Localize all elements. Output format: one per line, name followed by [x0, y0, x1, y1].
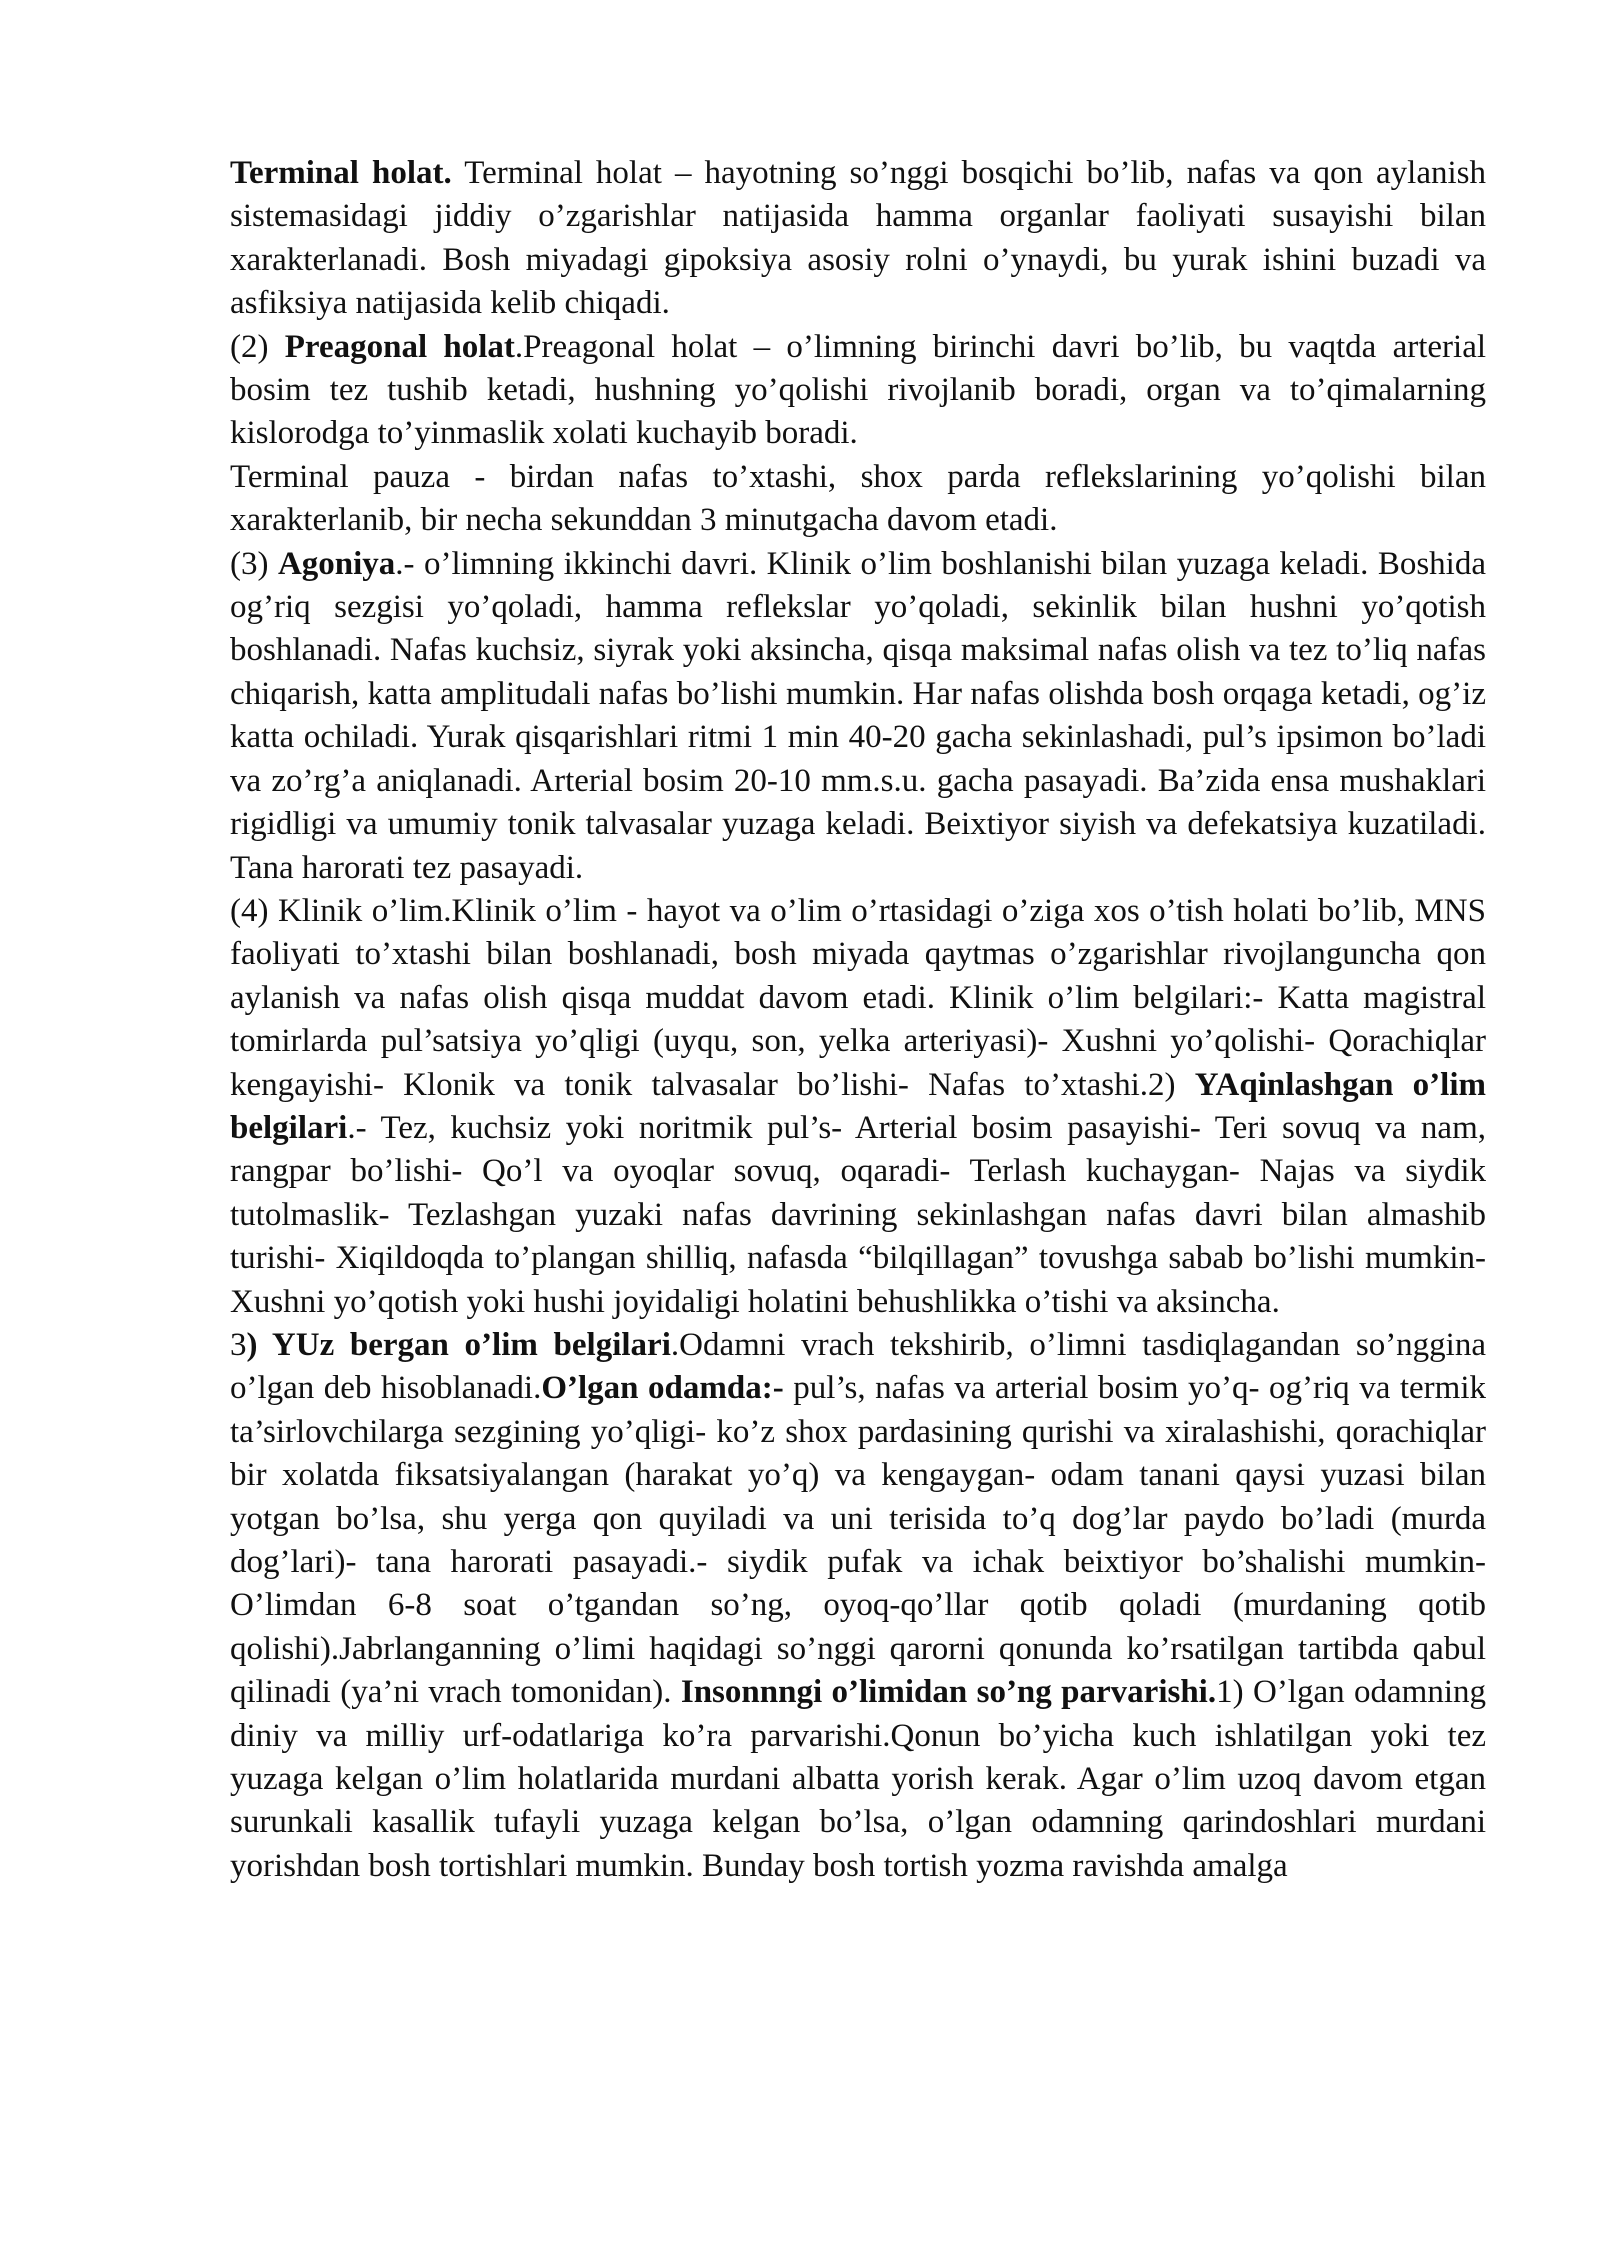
heading-agony: Agoniya [277, 545, 396, 582]
paragraph-preagonal-state [230, 326, 1486, 456]
heading-postmortem-care: Insonnngi o’limidan so’ng parvarishi. [680, 1674, 1217, 1711]
paragraph-death-signs [230, 1324, 1486, 1888]
paragraph-terminal-pause [230, 456, 1486, 543]
heading-terminal-state: Terminal holat. [230, 155, 452, 191]
paragraph-text: 1) O’lgan odamning diniy va milliy urf-odatlariga ko’ra parvarishi.Qonun bo’yicha kuch ishlatilgan yoki tez yuzaga kelgan o’lim holatlarida murdani albatta yorish kerak. Agar o’lim uzoq davom etgan surunkali kasallik tufayli yuzaga kelgan bo’lsa, o’lgan odamning qarindoshlari murdani yorishdan bosh tortishlari mumkin. Bunday bosh tortish yozma ravishda amalga [230, 1674, 1486, 1884]
paragraph-agony [230, 543, 1486, 890]
item-number: 3 [230, 1326, 247, 1363]
paragraph-clinical-death [230, 890, 1486, 1324]
heading-approaching-death-signs: YAqinlashgan o’lim belgilari [230, 1066, 1487, 1146]
paragraph-text: .Odamni vrach tekshirib, o’limni tasdiqlagandan so’nggina o’lgan deb hisoblanadi. [230, 1326, 1486, 1407]
paragraph-text: .- o’limning ikkinchi davri. Klinik o’lim boshlanishi bilan yuzaga keladi. Boshida og’riq sezgisi yo’qoladi, hamma reflekslar yo’qoladi, sekinlik bilan hushni yo’qotish boshlanadi. Nafas kuchsiz, siyrak yoki aksincha, qisqa maksimal nafas olish va tez to’liq nafas chiqarish, katta amplitudali nafas bo’lishi mumkin. Har nafas olishda bosh orqaga ketadi, og’iz katta ochiladi. Yurak qisqarishlari ritmi 1 min 40-20 gacha sekinlashadi, pul’s ipsimon bo’ladi va zo’rg’a aniqlanadi. Arterial bosim 20-10 mm.s.u. gacha pasayadi. Ba’zida ensa mushaklari rigidligi va umumiy tonik talvasalar yuzaga keladi. Beixtiyor siyish va defekatsiya kuzatiladi. Tana harorati tez pasayadi. [230, 545, 1486, 886]
item-number: (2) [230, 328, 285, 365]
paragraph-text: Terminal holat – hayotning so’nggi bosqichi bo’lib, nafas va qon aylanish sistemasidagi jiddiy o’zgarishlar natijasida hamma organlar faoliyati susayishi bilan xarakterlanadi. Bosh miyadagi gipoksiya asosiy rolni o’ynaydi, bu yurak ishini buzadi va asfiksiya natijasida kelib chiqadi. [230, 155, 1487, 322]
document-page [230, 152, 1486, 1888]
paragraph-text: .- Tez, kuchsiz yoki noritmik pul’s- Arterial bosim pasayishi- Teri sovuq va nam, rangpar bo’lishi- Qo’l va oyoqlar sovuq, oqaradi- Terlash kuchaygan- Najas va siydik tutolmaslik- Tezlashgan yuzaki nafas davrining sekinlashgan nafas davri bilan almashib turishi- Xiqildoqda to’plangan shilliq, nafasda “bilqillagan” tovushga sabab bo’lishi mumkin- Xushni yo’qotish yoki hushi joyidaligi holatini behushlikka o’tishi va aksincha. [230, 1109, 1486, 1320]
paragraph-text: Terminal pauza - birdan nafas to’xtashi, shox parda reflekslarining yo’qolishi bilan xarakterlanib, bir necha sekunddan 3 minutgacha davom etadi. [230, 458, 1486, 539]
paragraph-text: (4) Klinik o’lim.Klinik o’lim - hayot va o’lim o’rtasidagi o’ziga xos o’tish holati bo’lib, MNS faoliyati to’xtashi bilan boshlanadi, bosh miyada qaytmas o’zgarishlar rivojlanguncha qon aylanish va nafas olish qisqa muddat davom etadi. Klinik o’lim belgilari:- Katta magistral tomirlarda pul’satsiya yo’qligi (uyqu, son, yelka arteriyasi)- Xushni yo’qolishi- Qorachiqlar kengayishi- Klonik va tonik talvasalar bo’lishi- Nafas to’xtashi.2) [230, 892, 1486, 1103]
paragraph-text: .Preagonal holat – o’limning birinchi davri bo’lib, bu vaqtda arterial bosim tez tushib ketadi, hushning yo’qolishi rivojlanib boradi, organ va to’qimalarning kislorodga to’yinmaslik xolati kuchayib boradi. [230, 328, 1487, 452]
heading-deceased: O’lgan odamda:- [541, 1370, 784, 1407]
heading-preagonal-state: Preagonal holat [284, 328, 515, 365]
paragraph-text: pul’s, nafas va arterial bosim yo’q- og’riq va termik ta’sirlovchilarga sezgining yo’qligi- ko’z shox pardasining qurishi va xiralashishi, qorachiqlar bir xolatda fiksatsiyalangan (harakat yo’q) va kengaygan- odam tanani qaysi yuzasi bilan yotgan bo’lsa, shu yerga qon quyiladi va uni terisida to’q dog’lar paydo bo’ladi (murda dog’lari)- tana harorati pasayadi.- siydik pufak va ichak beixtiyor bo’shalishi mumkin- O’limdan 6-8 soat o’tgandan so’ng, oyoq-qo’llar qotib qoladi (murdaning qotib qolishi).Jabrlanganning o’limi haqidagi so’nggi qarorni qonunda ko’rsatilgan tartibda qabul qilinadi (ya’ni vrach tomonidan). [230, 1370, 1486, 1711]
item-number: (3) [230, 545, 278, 582]
heading-occurred-death-signs: ) YUz bergan o’lim belgilari [246, 1326, 671, 1363]
paragraph-terminal-state [230, 152, 1486, 326]
